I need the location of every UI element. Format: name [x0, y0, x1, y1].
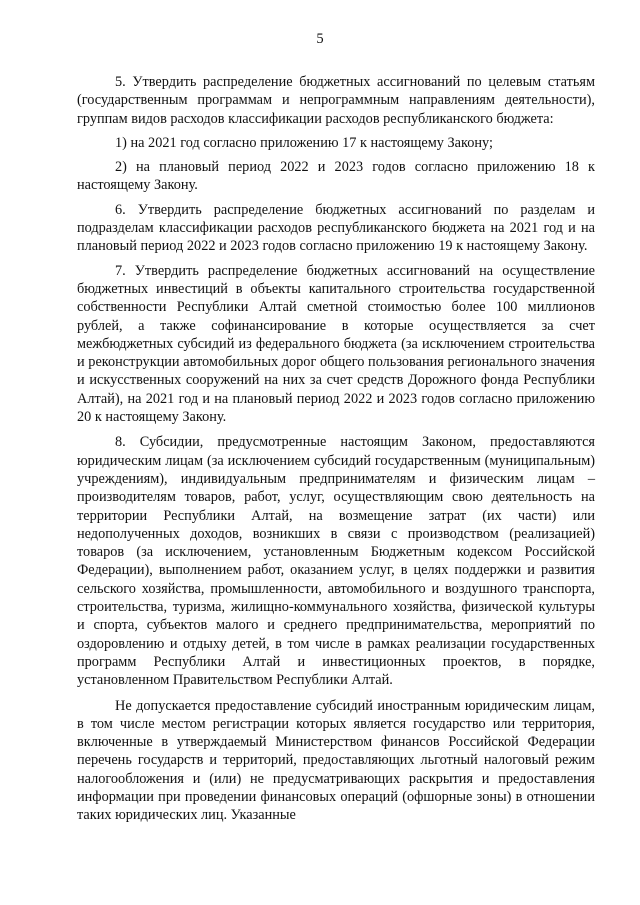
- paragraph-subsidy-restriction: Не допускается предоставление субсидий иностранным юридическим лицам, в том числе местом регистрации которых является государство или территория, включенные в утверждаемый Министерством финансов Российской Федерации перечень государств и территорий, предоставляющих льготный налоговый режим налогообложения и (или) не предусматривающих раскрытия и предоставления информации при проведении финансовых операций (офшорные зоны) в отношении таких юридических лиц. Указанные: [77, 697, 595, 824]
- page-number: 5: [316, 31, 324, 47]
- paragraph-subitem-2: 2) на плановый период 2022 и 2023 годов согласно приложению 18 к настоящему Закону.: [77, 159, 595, 194]
- paragraph-item-7: 7. Утвердить распределение бюджетных ассигнований на осуществление бюджетных инвестиций в объекты капитального строительства государственной собственности Республики Алтай сметной стоимостью более 100 миллионов рублей, а также софинансирование в которые осуществляется за счет межбюджетных субсидий из федерального бюджета (за исключением строительства и реконструкции автомобильных дорог общего пользования регионального значения и искусственных сооружений на них за счет средств Дорожного фонда Республики Алтай), на 2021 год и на плановый период 2022 и 2023 годов согласно приложению 20 к настоящему Закону.: [77, 262, 595, 426]
- paragraph-subitem-1: 1) на 2021 год согласно приложению 17 к настоящему Закону;: [115, 134, 493, 151]
- paragraph-item-6: 6. Утвердить распределение бюджетных ассигнований по разделам и подразделам классификации расходов республиканского бюджета на 2021 год и на плановый период 2022 и 2023 годов согласно приложению 19 к настоящему Закону.: [77, 201, 595, 255]
- paragraph-item-5: 5. Утвердить распределение бюджетных ассигнований по целевым статьям (государственным программам и непрограммным направлениям деятельности), группам видов расходов классификации расходов республиканского бюджета:: [77, 74, 595, 127]
- paragraph-item-8: 8. Субсидии, предусмотренные настоящим Законом, предоставляются юридическим лицам (за исключением субсидий государственным (муниципальным) учреждениям), индивидуальным предпринимателям и физическим лицам – производителям товаров, работ, услуг, осуществляющим свою деятельность на территории Республики Алтай, на возмещение затрат (их части) или недополученных доходов, возникших в связи с производством (реализацией) товаров (за исключением, установленным Бюджетным кодексом Российской Федерации), выполнением работ, оказанием услуг, в целях поддержки и развития сельского хозяйства, промышленности, автомобильного и воздушного транспорта, строительства, туризма, жилищно-коммунального хозяйства, физической культуры и спорта, субъектов малого и среднего предпринимательства, мероприятий по оздоровлению и отдыху детей, в том числе в рамках реализации государственных программ Республики Алтай и инвестиционных проектов, в порядке, установленном Правительством Республики Алтай.: [77, 434, 595, 689]
- document-body: [77, 73, 595, 831]
